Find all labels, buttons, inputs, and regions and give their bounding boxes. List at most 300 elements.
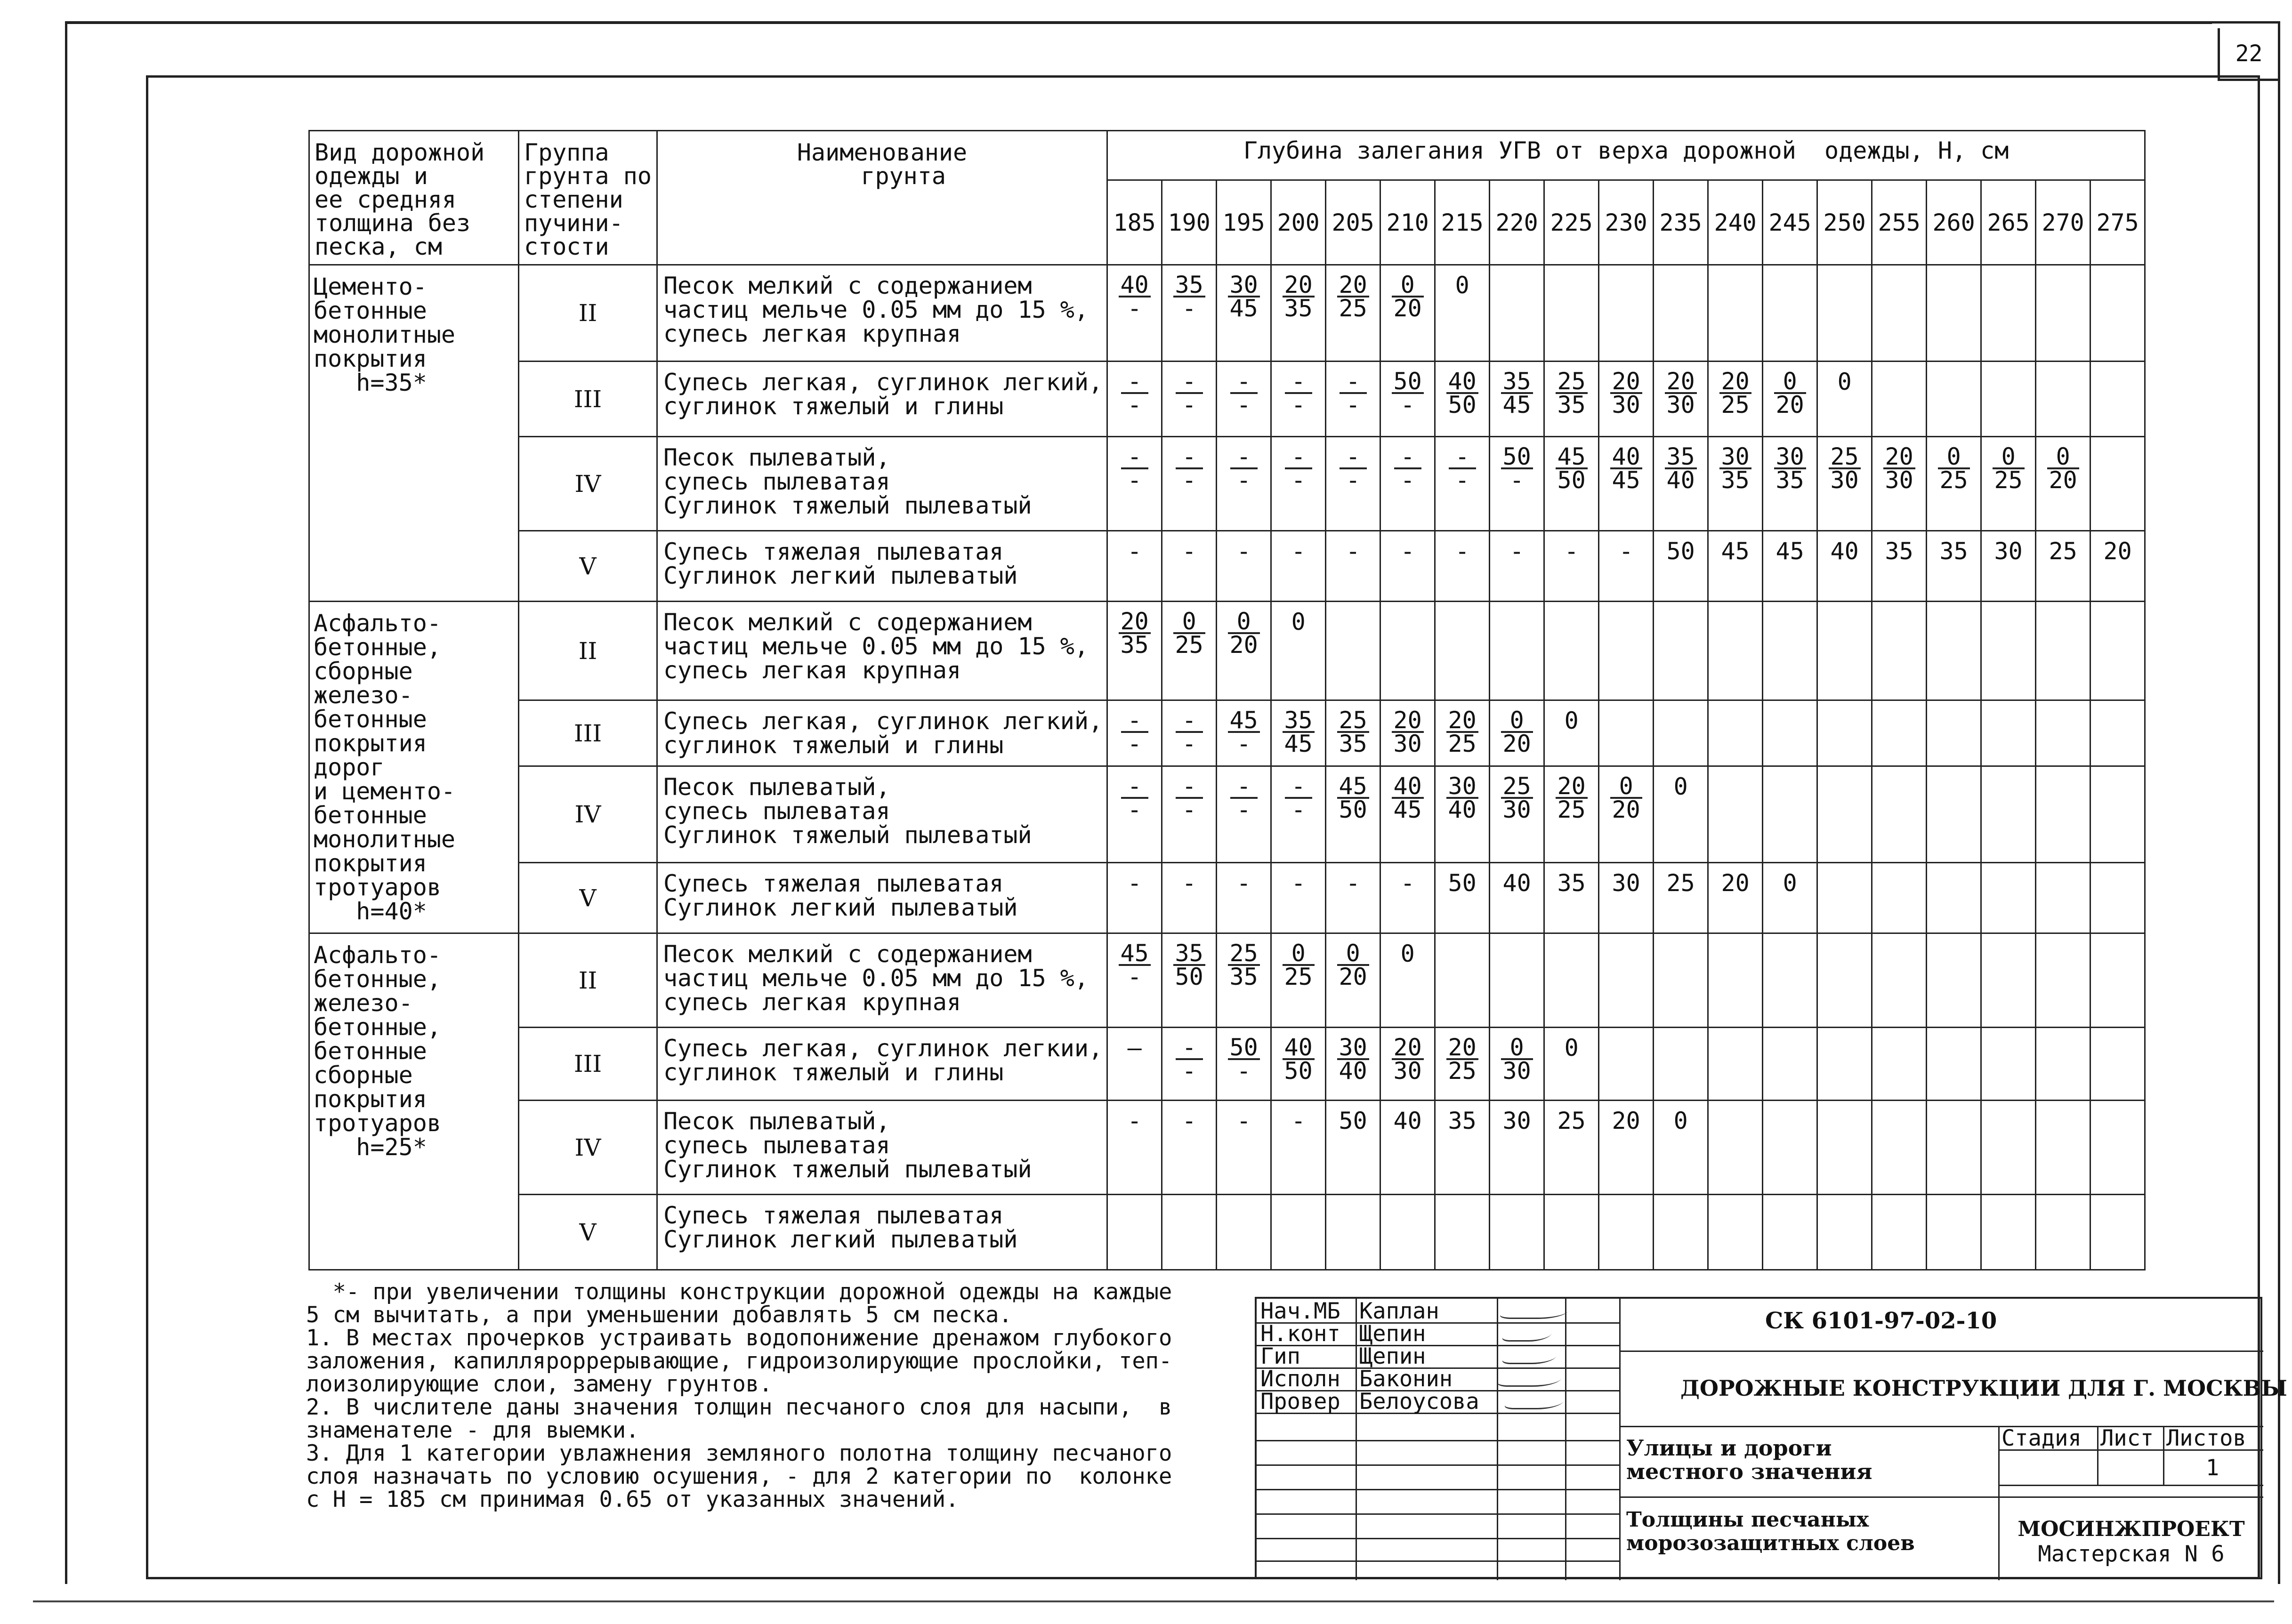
fill-value-numerator: - (1340, 446, 1367, 469)
thickness-value-cell (1490, 700, 1544, 766)
thickness-value-cell (1654, 531, 1708, 602)
thickness-value-cell (1326, 766, 1380, 863)
thickness-value-cell (1872, 602, 1927, 700)
signature-1 (1498, 1299, 1576, 1319)
single-value: 0 (1673, 773, 1688, 800)
thickness-value-cell (1708, 700, 1763, 766)
thickness-value-cell (1872, 437, 1927, 531)
cut-value-denominator: 40 (1666, 466, 1695, 494)
thickness-value-cell (1107, 863, 1162, 933)
thickness-value-cell (1435, 265, 1490, 362)
thickness-value-cell (1927, 531, 1981, 602)
signature-4 (1496, 1367, 1569, 1387)
depth-header-cell: 220 (1490, 180, 1544, 265)
thickness-value-cell (1872, 1195, 1927, 1270)
thickness-value-cell (1162, 362, 1217, 437)
thickness-value-cell (1326, 863, 1380, 933)
cut-value-denominator: 20 (1502, 730, 1531, 757)
coverage-type-cell: Асфальто- бетонные, железо- бетонные, бетонные сборные покрытия тротуаров h=25* (309, 933, 519, 1270)
thickness-value-cell (1817, 265, 1872, 362)
thickness-value-cell (1708, 437, 1763, 531)
thickness-value-cell (1927, 437, 1981, 531)
cut-value-denominator: - (1291, 796, 1306, 823)
thickness-value-cell (1271, 1028, 1326, 1101)
single-value: - (1127, 538, 1142, 565)
cut-value-denominator: 25 (1448, 730, 1477, 757)
fraction (1446, 1034, 1478, 1085)
single-value: 30 (1994, 538, 2023, 565)
thickness-value-cell (1817, 863, 1872, 933)
thickness-value-cell (1763, 362, 1817, 437)
role-5: Провер (1260, 1389, 1340, 1415)
thickness-value-cell (1981, 362, 2036, 437)
fill-value-numerator: 30 (1774, 446, 1806, 469)
workshop-name: Мастерская N 6 (2038, 1541, 2225, 1567)
fill-value-numerator: 50 (1501, 446, 1533, 469)
thickness-value-cell (1271, 933, 1326, 1028)
thickness-value-cell (1654, 1101, 1708, 1195)
cut-value-denominator: 25 (1939, 466, 1968, 494)
thickness-value-cell (1872, 933, 1927, 1028)
thickness-value-cell (1162, 1195, 1217, 1270)
cut-value-denominator: 25 (1557, 796, 1586, 823)
notes-text: *- при увеличении толщины конструкции дорожной одежды на каждые 5 см вычитать, а при уменьшении добавлять 5 см песка. 1. В местах прочерков устраивать водопонижение дренажом глубокого заложения, капиллярopрерывающие, гидроизолирующие прослойки, теп- лоизолирующие слои, замену грунтов. 2. В числителе даны значения толщин песчаного слоя для насыпи, в знаменателе - для выемки. 3. Для 1 категории увлажнения земляного полотна толщину песчаного слоя назначать по условию осушения, - для 2 категории по колонке с Н = 185 см принимая 0.65 от указанных значений. (306, 1279, 1172, 1512)
thickness-value-cell (1817, 602, 1872, 700)
thickness-value-cell (1490, 1195, 1544, 1270)
fraction (1501, 370, 1533, 416)
cut-value-denominator: 40 (1448, 796, 1477, 823)
single-value: 0 (1783, 869, 1797, 897)
thickness-value-cell (1599, 1028, 1654, 1101)
fraction (1230, 370, 1258, 416)
thickness-value-cell (1544, 602, 1599, 700)
thickness-value-cell (1107, 766, 1162, 863)
fill-value-numerator: - (1176, 370, 1203, 394)
thickness-value-cell (2036, 437, 2090, 531)
signature-5 (1503, 1389, 1571, 1409)
thickness-value-cell (1763, 531, 1817, 602)
thickness-value-cell (1107, 531, 1162, 602)
thickness-value-cell (1271, 362, 1326, 437)
thickness-value-cell (1435, 933, 1490, 1028)
single-value: 50 (1448, 869, 1477, 897)
thickness-value-cell (1326, 933, 1380, 1028)
fraction (1392, 370, 1424, 416)
fill-value-numerator: 25 (1228, 942, 1260, 966)
coverage-type-cell: Асфальто- бетонные, сборные железо- бетонные покрытия дорог и цементо- бетонные монолитные покрытия тротуаров h=40* (309, 602, 519, 933)
single-value: - (1236, 538, 1251, 565)
fill-value-numerator: - (1230, 446, 1258, 469)
thickness-value-cell (1107, 602, 1162, 700)
signature-3 (1501, 1344, 1564, 1364)
thickness-value-cell (1217, 766, 1271, 863)
fraction (1501, 709, 1533, 755)
cut-value-denominator: 25 (1448, 1057, 1477, 1085)
thickness-value-cell (1817, 531, 1872, 602)
fraction (1556, 772, 1588, 823)
cut-value-denominator: - (1127, 796, 1142, 823)
header-row-1 (309, 131, 2145, 180)
fill-value-numerator: 50 (1392, 370, 1424, 394)
depth-header-cell: 240 (1708, 180, 1763, 265)
single-value: - (1291, 1107, 1306, 1134)
thickness-value-cell (1654, 1028, 1708, 1101)
cut-value-denominator: 30 (1393, 730, 1422, 757)
single-value: 0 (1564, 707, 1579, 734)
fill-value-numerator: 0 (1173, 611, 1205, 634)
fraction (2047, 443, 2079, 494)
thickness-value-cell (2036, 700, 2090, 766)
single-value: 40 (1502, 869, 1531, 897)
fill-value-numerator: 0 (1610, 775, 1642, 799)
thickness-value-cell (1654, 766, 1708, 863)
single-value: - (1182, 869, 1196, 897)
thickness-value-cell (2090, 863, 2145, 933)
thickness-value-cell (1654, 933, 1708, 1028)
document-code: СК 6101-97-02-10 (1765, 1308, 1997, 1334)
fill-value-numerator: - (1285, 775, 1312, 799)
thickness-value-cell (1271, 1195, 1326, 1270)
soil-name-cell: Песок мелкий с содержанием частиц мельче 0.05 мм до 15 %, супесь легкая крупная (657, 265, 1107, 362)
thickness-value-cell (1763, 766, 1817, 863)
thickness-value-cell (1763, 1101, 1817, 1195)
thickness-value-cell (1380, 863, 1435, 933)
cut-value-denominator: 45 (1229, 295, 1258, 322)
single-value: - (1291, 869, 1306, 897)
cut-value-denominator: 20 (1229, 631, 1258, 659)
fill-value-numerator: - (1176, 709, 1203, 733)
thickness-value-cell (1490, 362, 1544, 437)
fill-value-numerator: - (1121, 370, 1148, 394)
fill-value-numerator: 40 (1446, 370, 1478, 394)
cut-value-denominator: - (1182, 1057, 1196, 1085)
thickness-value-cell (1107, 1195, 1162, 1270)
soil-group-cell: IV (519, 766, 657, 863)
single-value: - (1509, 538, 1524, 565)
thickness-value-cell (1271, 437, 1326, 531)
fill-value-numerator: - (1230, 775, 1258, 799)
cut-value-denominator: 20 (2049, 466, 2077, 494)
soil-name-cell: Супесь тяжелая пылеватая Суглинок легкий пылеватый (657, 531, 1107, 602)
table-row (309, 437, 2145, 531)
thickness-value-cell (1162, 437, 1217, 531)
soil-group-cell: IV (519, 1101, 657, 1195)
fraction (1556, 443, 1588, 494)
cut-value-denominator: - (1291, 391, 1306, 418)
name-1: Каплан (1359, 1298, 1439, 1324)
thickness-value-cell (1817, 1101, 1872, 1195)
cut-value-denominator: 35 (1120, 631, 1149, 659)
soil-group-cell: IV (519, 437, 657, 531)
table-row (309, 1101, 2145, 1195)
fill-value-numerator: 40 (1283, 1037, 1315, 1060)
thickness-value-cell (1544, 863, 1599, 933)
thickness-value-cell (1927, 766, 1981, 863)
single-value: 35 (1557, 869, 1586, 897)
fill-value-numerator: 20 (1392, 709, 1424, 733)
cut-value-denominator: 30 (1393, 1057, 1422, 1085)
thickness-value-cell (1217, 602, 1271, 700)
thickness-value-cell (2036, 933, 2090, 1028)
single-value: - (1346, 869, 1360, 897)
single-value: - (1236, 869, 1251, 897)
thickness-value-cell (1162, 863, 1217, 933)
fill-value-numerator: - (1230, 370, 1258, 394)
fraction (1501, 772, 1533, 823)
thickness-value-cell (1380, 766, 1435, 863)
fraction (1501, 1034, 1533, 1085)
thickness-value-cell (1490, 933, 1544, 1028)
fill-value-numerator: 25 (1501, 775, 1533, 799)
fill-value-numerator: 30 (1446, 775, 1478, 799)
fill-value-numerator: - (1176, 775, 1203, 799)
cut-value-denominator: 30 (1502, 1057, 1531, 1085)
thickness-value-cell (2036, 863, 2090, 933)
thickness-value-cell (1107, 1101, 1162, 1195)
fraction (1446, 772, 1478, 823)
name-4: Баконин (1359, 1366, 1453, 1392)
fraction (1337, 942, 1369, 988)
single-value: 35 (1448, 1107, 1477, 1134)
fraction (1285, 772, 1312, 823)
thickness-value-cell (1544, 437, 1599, 531)
fraction (1176, 443, 1203, 494)
cut-value-denominator: 25 (1284, 963, 1313, 990)
soil-name-cell: Песок пылеватый, супесь пылеватая Суглинок тяжелый пылеватый (657, 1101, 1107, 1195)
fill-value-numerator: 0 (1993, 446, 2025, 469)
soil-group-cell: II (519, 265, 657, 362)
depth-header-cell: 270 (2036, 180, 2090, 265)
fraction (1392, 772, 1424, 823)
thickness-value-cell (1380, 1028, 1435, 1101)
thickness-value-cell (1544, 766, 1599, 863)
fill-value-numerator: 20 (1392, 1037, 1424, 1060)
thickness-value-cell (1217, 265, 1271, 362)
single-value: 25 (1666, 869, 1695, 897)
single-value: 45 (1775, 538, 1804, 565)
thickness-value-cell (1763, 1028, 1817, 1101)
thickness-value-cell (1326, 1028, 1380, 1101)
thickness-value-cell (1708, 863, 1763, 933)
thickness-value-cell (1380, 700, 1435, 766)
fraction (1719, 370, 1751, 416)
thickness-value-cell (2036, 1028, 2090, 1101)
cut-value-denominator: 20 (1393, 295, 1422, 322)
fraction (1392, 709, 1424, 755)
thickness-value-cell (1927, 265, 1981, 362)
thickness-value-cell (1435, 1195, 1490, 1270)
thickness-value-cell (1435, 437, 1490, 531)
thickness-value-cell (1927, 863, 1981, 933)
fill-value-numerator: 45 (1556, 446, 1588, 469)
thickness-value-cell (1544, 1195, 1599, 1270)
fill-value-numerator: - (1176, 446, 1203, 469)
single-value: - (1182, 538, 1196, 565)
thickness-value-cell (1763, 1195, 1817, 1270)
cut-value-denominator: - (1236, 391, 1251, 418)
fraction (1176, 709, 1203, 755)
thickness-value-cell (1708, 602, 1763, 700)
thickness-value-cell (1817, 1028, 1872, 1101)
thickness-value-cell (1435, 531, 1490, 602)
thickness-value-cell (1763, 933, 1817, 1028)
cut-value-denominator: 45 (1612, 466, 1640, 494)
thickness-value-cell (1326, 1101, 1380, 1195)
thickness-value-cell (1708, 1195, 1763, 1270)
single-value: 20 (1721, 869, 1750, 897)
fill-value-numerator: 45 (1337, 775, 1369, 799)
fill-value-numerator: - (1285, 446, 1312, 469)
fill-value-numerator: 40 (1610, 446, 1642, 469)
fill-value-numerator: 45 (1119, 942, 1151, 966)
thickness-value-cell (1271, 1101, 1326, 1195)
thickness-value-cell (1599, 531, 1654, 602)
thickness-value-cell (1544, 933, 1599, 1028)
single-value: 20 (2103, 538, 2132, 565)
single-value: 40 (1393, 1107, 1422, 1134)
thickness-value-cell (1981, 602, 2036, 700)
thickness-value-cell (2090, 531, 2145, 602)
thickness-value-cell (1708, 362, 1763, 437)
single-value: 0 (1564, 1034, 1579, 1061)
header-depth-title: Глубина залегания УГВ от верха дорожной одежды, Н, см (1107, 131, 2145, 180)
thickness-value-cell (1107, 265, 1162, 362)
thickness-value-cell (1981, 700, 2036, 766)
soil-name-cell: Песок мелкий с содержанием частиц мельче 0.05 мм до 15 %, супесь легкая крупная (657, 933, 1107, 1028)
fill-value-numerator: 35 (1173, 942, 1205, 966)
fraction (1774, 370, 1806, 416)
depth-header-cell: 210 (1380, 180, 1435, 265)
fraction (1610, 443, 1642, 494)
fill-value-numerator: - (1121, 775, 1148, 799)
thickness-value-cell (2090, 700, 2145, 766)
fill-value-numerator: 30 (1719, 446, 1751, 469)
single-value: 35 (1885, 538, 1913, 565)
cut-value-denominator: - (1182, 295, 1196, 322)
table-row (309, 1195, 2145, 1270)
fraction (1230, 443, 1258, 494)
thickness-value-cell (1162, 602, 1217, 700)
fill-value-numerator: 35 (1501, 370, 1533, 394)
subtitle-thickness: Толщины песчаных морозозащитных слоев (1626, 1508, 1915, 1555)
soil-name-cell: Супесь легкая, суглинок легкии, суглинок тяжелый и глины (657, 1028, 1107, 1101)
name-3: Щепин (1359, 1343, 1426, 1369)
fraction (1340, 443, 1367, 494)
fraction (1993, 443, 2025, 494)
thickness-value-cell (1981, 531, 2036, 602)
soil-group-cell: II (519, 933, 657, 1028)
fraction (1283, 709, 1315, 755)
thickness-value-cell (1217, 1195, 1271, 1270)
thickness-value-cell (2090, 362, 2145, 437)
depth-header-cell: 200 (1271, 180, 1326, 265)
fraction (1883, 443, 1915, 494)
fraction (1228, 608, 1260, 659)
stage-label: Стадия (2001, 1425, 2082, 1451)
thickness-value-cell (1817, 1195, 1872, 1270)
thickness-value-cell (1162, 700, 1217, 766)
table-row (309, 863, 2145, 933)
cut-value-denominator: - (1127, 391, 1142, 418)
thickness-value-cell (1490, 1101, 1544, 1195)
depth-header-cell: 235 (1654, 180, 1708, 265)
fraction (1392, 1034, 1424, 1085)
fraction (1228, 271, 1260, 322)
fraction (1774, 443, 1806, 494)
thickness-value-cell (1162, 766, 1217, 863)
sheets-label: Листов (2166, 1425, 2246, 1451)
thickness-value-cell (2036, 531, 2090, 602)
thickness-value-cell (1380, 1101, 1435, 1195)
cut-value-denominator: 30 (1666, 391, 1695, 418)
table-row (309, 766, 2145, 863)
fraction (1121, 709, 1148, 755)
cut-value-denominator: - (1509, 466, 1524, 494)
cut-value-denominator: - (1127, 295, 1142, 322)
fill-value-numerator: 20 (1119, 611, 1151, 634)
fraction (1449, 443, 1476, 494)
table-row (309, 531, 2145, 602)
thickness-value-cell (1599, 602, 1654, 700)
fraction (1556, 370, 1588, 416)
fraction (1173, 271, 1205, 322)
thickness-value-cell (1544, 265, 1599, 362)
thickness-value-cell (1217, 863, 1271, 933)
fill-value-numerator: 25 (1337, 709, 1369, 733)
fraction (1173, 942, 1205, 988)
fraction (1176, 1034, 1203, 1085)
thickness-value-cell (1981, 1028, 2036, 1101)
depth-header-cell: 225 (1544, 180, 1599, 265)
thickness-value-cell (1872, 1101, 1927, 1195)
single-value: - (1564, 538, 1579, 565)
thickness-value-cell (2090, 602, 2145, 700)
soil-name-cell: Песок мелкий с содержанием частиц мельче 0.05 мм до 15 %, супесь легкая крупная (657, 602, 1107, 700)
fill-value-numerator: 30 (1228, 274, 1260, 297)
thickness-value-cell (2090, 1101, 2145, 1195)
thickness-value-cell (1271, 700, 1326, 766)
fill-value-numerator: 0 (1774, 370, 1806, 394)
fraction (1173, 608, 1205, 659)
thickness-value-cell (1435, 766, 1490, 863)
single-value: 50 (1666, 538, 1695, 565)
thickness-value-cell (1490, 766, 1544, 863)
single-value: - (1127, 869, 1142, 897)
fraction (1610, 772, 1642, 823)
soil-name-cell: Песок пылеватый, супесь пылеватая Суглинок тяжелый пылеватый (657, 437, 1107, 531)
fill-value-numerator: 0 (1392, 274, 1424, 297)
thickness-value-cell (1326, 602, 1380, 700)
cut-value-denominator: - (1291, 466, 1306, 494)
fill-value-numerator: 40 (1392, 775, 1424, 799)
depth-header-cell: 185 (1107, 180, 1162, 265)
cut-value-denominator: 35 (1775, 466, 1804, 494)
thickness-value-cell (1654, 863, 1708, 933)
thickness-value-cell (1654, 265, 1708, 362)
cut-value-denominator: 40 (1339, 1057, 1367, 1085)
thickness-value-cell (1927, 1028, 1981, 1101)
role-1: Нач.МБ (1260, 1298, 1340, 1324)
fill-value-numerator: 45 (1228, 709, 1260, 733)
fraction (1121, 443, 1148, 494)
thickness-value-cell (1162, 1101, 1217, 1195)
fill-value-numerator: 25 (1556, 370, 1588, 394)
thickness-value-cell (1927, 1101, 1981, 1195)
single-value: 0 (1400, 940, 1415, 967)
thickness-value-cell (1981, 766, 2036, 863)
thickness-value-cell (1271, 766, 1326, 863)
thickness-value-cell (1435, 362, 1490, 437)
